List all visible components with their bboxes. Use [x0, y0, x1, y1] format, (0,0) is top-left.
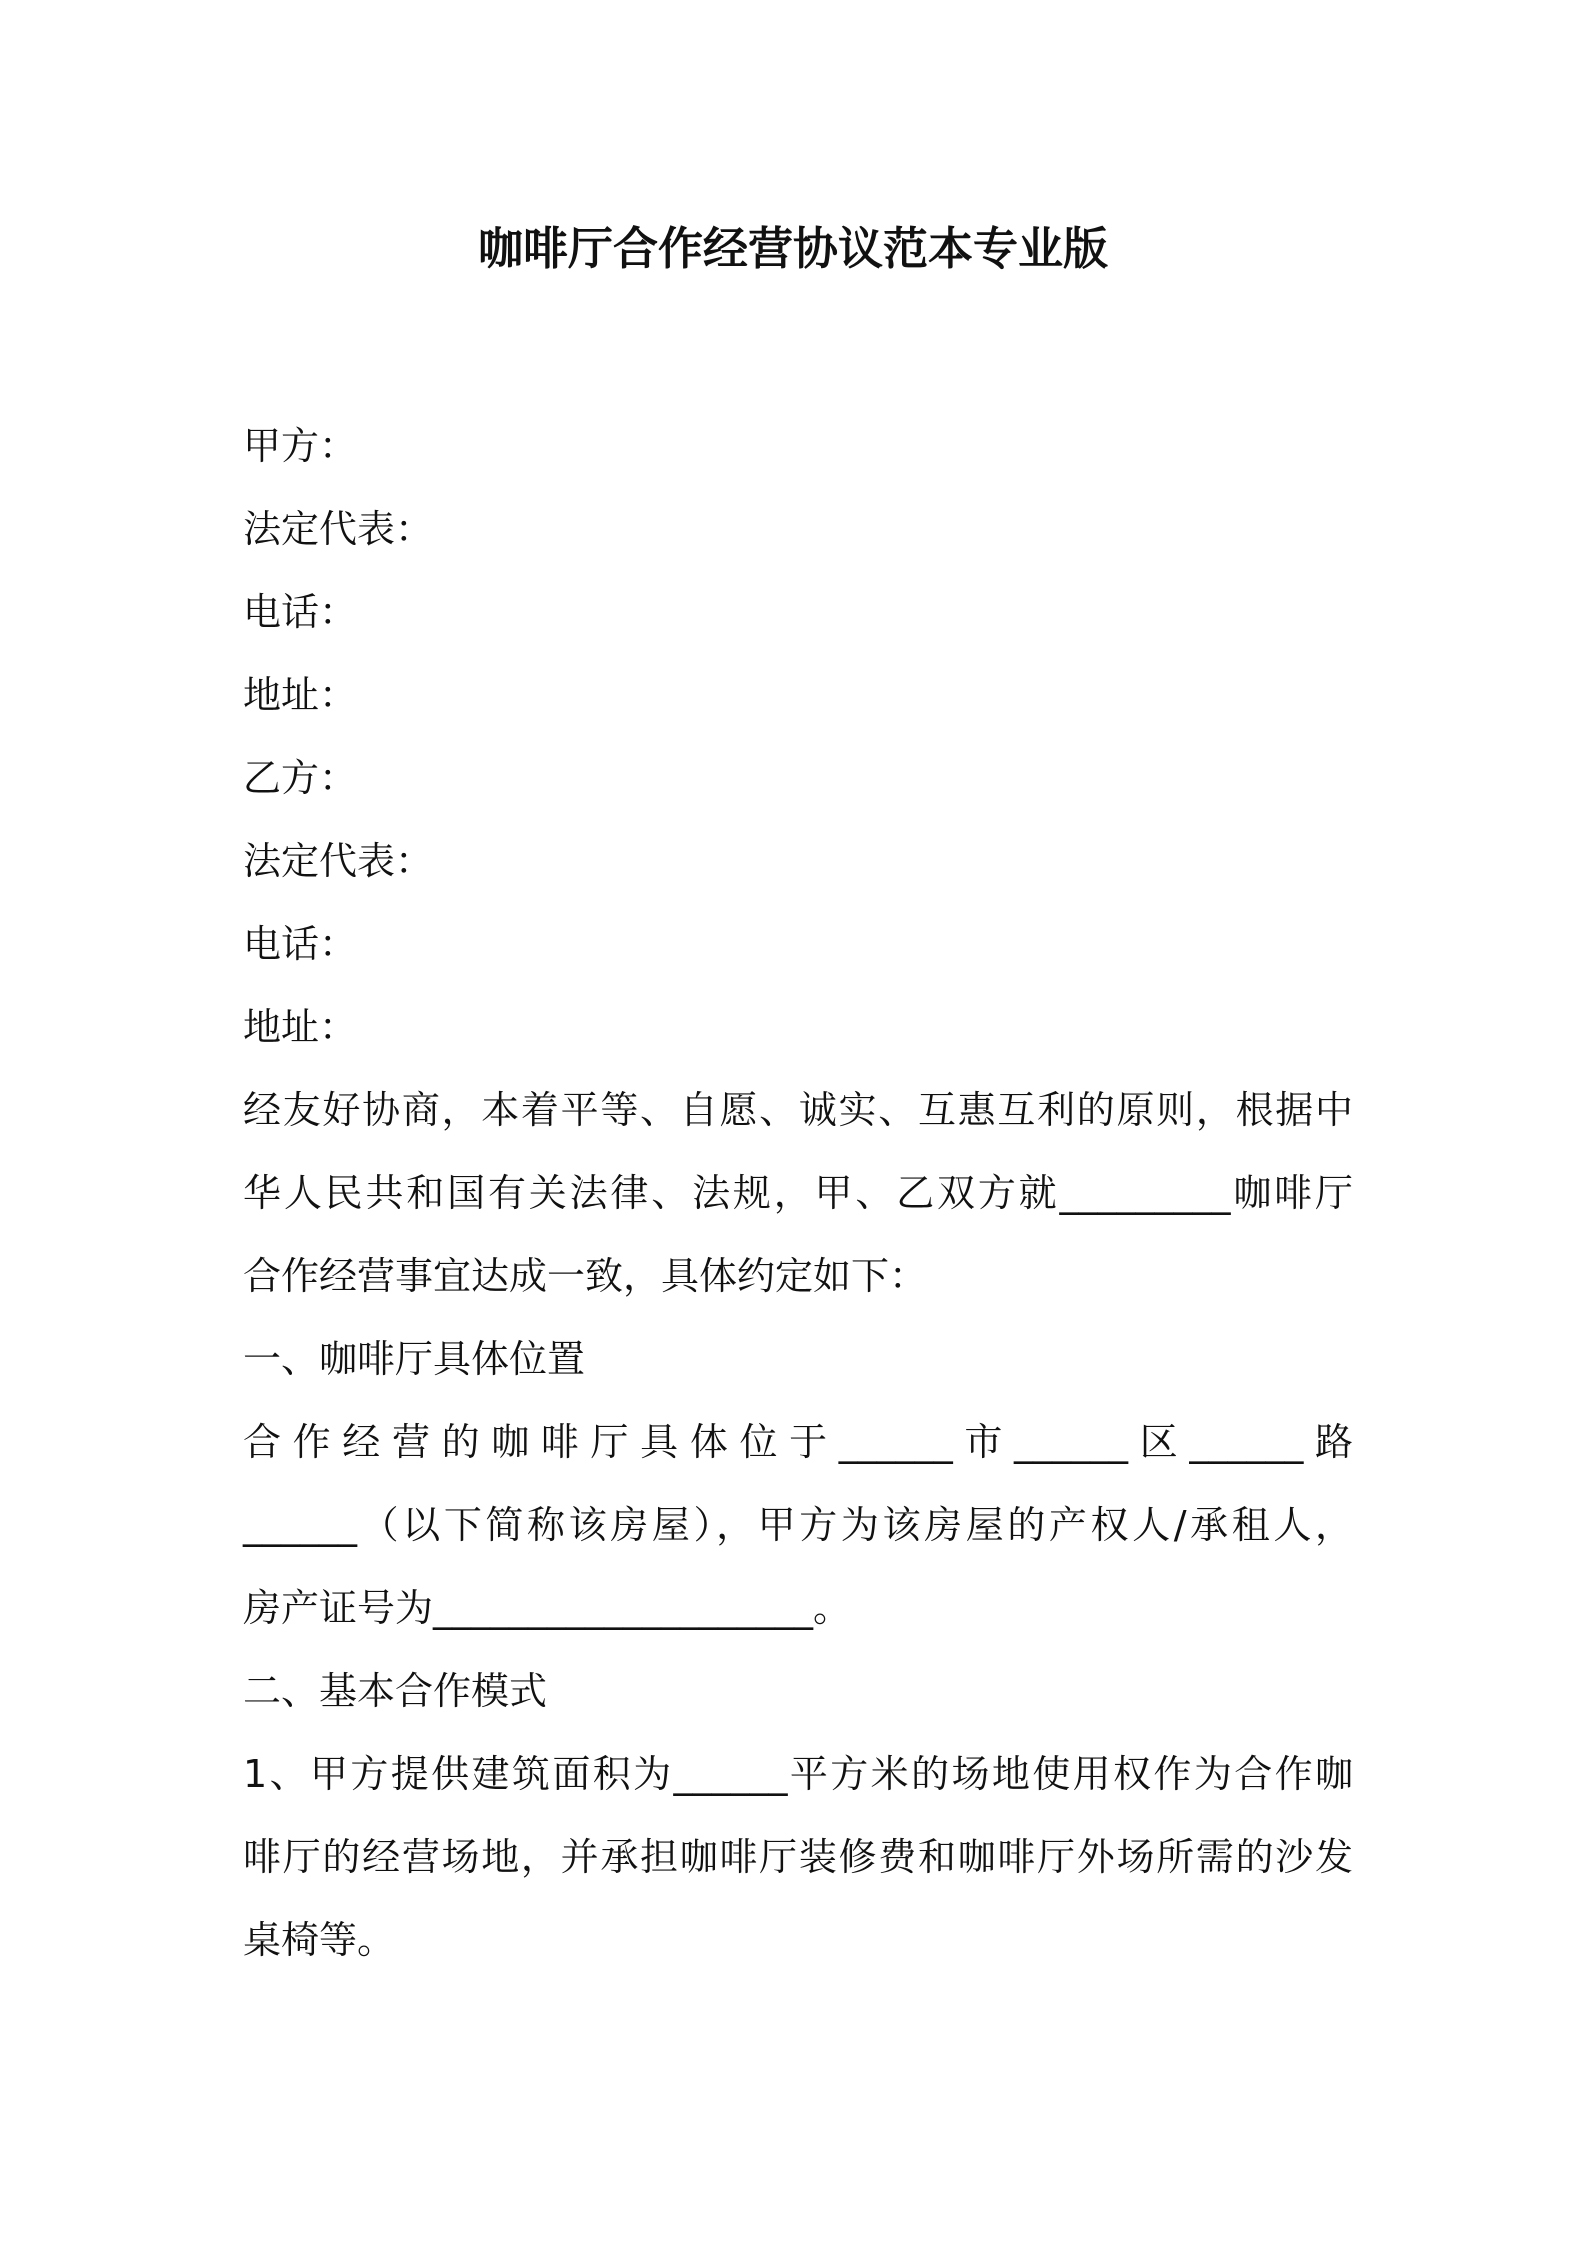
preamble-paragraph: [243, 1069, 1353, 1318]
preamble-line: 经友好协商，本着平等、自愿、诚实、互惠互利的原则，根据中: [243, 1088, 1353, 1132]
section-2-item-1-line: 啡厅的经营场地，并承担咖啡厅装修费和咖啡厅外场所需的沙发: [243, 1835, 1353, 1879]
preamble-line: 合作经营事宜达成一致，具体约定如下：: [243, 1254, 928, 1298]
section-2-item-1: [243, 1733, 1353, 1982]
party-a-block: [243, 405, 1353, 737]
section-2-item-1-line: 桌椅等。: [243, 1918, 396, 1962]
document-body: [243, 405, 1353, 1982]
preamble-line: 华人民共和国有关法律、法规，甲、乙双方就_________咖啡厅: [243, 1171, 1353, 1215]
party-b-phone-label: 电话：: [243, 922, 358, 966]
party-a-address-label: 地址：: [243, 673, 358, 717]
party-b-address-label: 地址：: [243, 1005, 358, 1049]
section-1-line: 合作经营的咖啡厅具体位于______市______区______路: [243, 1420, 1353, 1464]
party-b-rep-label: 法定代表：: [243, 839, 434, 883]
party-a-rep-label: 法定代表：: [243, 507, 434, 551]
section-1-line: ______（以下简称该房屋），甲方为该房屋的产权人/承租人，: [243, 1503, 1353, 1547]
section-1-heading: 一、咖啡厅具体位置: [243, 1337, 586, 1381]
section-2-heading: 二、基本合作模式: [243, 1669, 548, 1713]
party-a-name-label: 甲方：: [243, 424, 358, 468]
party-b-block: [243, 737, 1353, 1069]
party-b-name-label: 乙方：: [243, 756, 358, 800]
section-1-paragraph: [243, 1401, 1353, 1650]
section-2-item-1-line: 1、甲方提供建筑面积为______平方米的场地使用权作为合作咖: [243, 1752, 1353, 1796]
party-a-phone-label: 电话：: [243, 590, 358, 634]
section-1-line: 房产证号为____________________。: [243, 1586, 852, 1630]
document-title: 咖啡厅合作经营协议范本专业版: [477, 222, 1108, 275]
